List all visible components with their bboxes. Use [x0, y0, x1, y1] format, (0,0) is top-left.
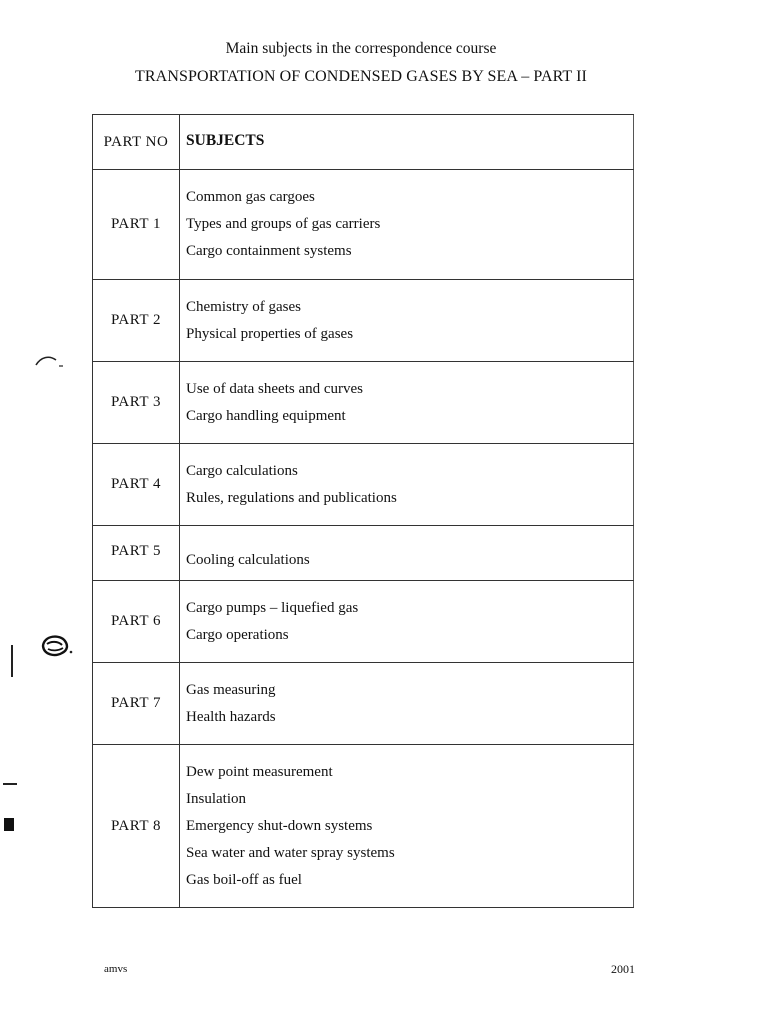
subject-item: Gas boil-off as fuel	[186, 871, 302, 888]
column-header-part-no: PART NO	[93, 115, 180, 169]
table-header-row	[93, 115, 634, 170]
subject-item: Dew point measurement	[186, 763, 333, 780]
subject-list	[180, 444, 634, 525]
stamp-mark-icon	[38, 632, 76, 662]
subject-item: Physical properties of gases	[186, 325, 354, 342]
footer-author: amvs	[104, 963, 128, 975]
part-number: PART 3	[93, 362, 180, 443]
subject-item: Cargo containment systems	[186, 243, 352, 259]
page-title: TRANSPORTATION OF CONDENSED GASES BY SEA – PART II	[135, 68, 587, 85]
subject-list	[180, 663, 634, 744]
part-number: PART 8	[93, 745, 180, 907]
part-number: PART 2	[93, 280, 180, 361]
scan-mark-bar	[11, 645, 13, 677]
table-row	[93, 526, 634, 581]
subject-list	[180, 745, 634, 907]
subject-item: Chemistry of gases	[186, 298, 301, 315]
table-row	[93, 444, 634, 526]
table-row	[93, 581, 634, 663]
scan-mark-square	[4, 818, 14, 831]
part-number: PART 7	[93, 663, 180, 744]
page-subtitle: Main subjects in the correspondence course	[225, 40, 497, 57]
subject-item: Gas measuring	[186, 681, 276, 698]
subject-item: Cooling calculations	[186, 552, 310, 568]
table-row	[93, 280, 634, 362]
subject-item: Cargo operations	[186, 626, 289, 643]
subject-item: Emergency shut-down systems	[186, 817, 373, 834]
subject-list	[180, 170, 634, 279]
column-header-subjects: SUBJECTS	[180, 115, 634, 169]
table-row	[93, 663, 634, 745]
footer-year: 2001	[611, 962, 635, 976]
subject-item: Sea water and water spray systems	[186, 844, 395, 861]
subject-item: Common gas cargoes	[186, 189, 315, 205]
subject-list	[180, 526, 634, 580]
subject-item: Cargo pumps – liquefied gas	[186, 599, 359, 616]
subject-item: Types and groups of gas carriers	[186, 216, 381, 232]
part-number: PART 4	[93, 444, 180, 525]
subject-item: Cargo handling equipment	[186, 407, 346, 424]
subject-list	[180, 362, 634, 443]
subject-list	[180, 280, 634, 361]
scan-mark-curve	[34, 352, 66, 368]
subject-item: Rules, regulations and publications	[186, 489, 397, 506]
subjects-table	[92, 114, 634, 908]
subject-item: Use of data sheets and curves	[186, 380, 364, 397]
part-number: PART 6	[93, 581, 180, 662]
part-number: PART 1	[93, 170, 180, 279]
subject-item: Cargo calculations	[186, 462, 298, 479]
subject-item: Health hazards	[186, 708, 276, 725]
table-row	[93, 362, 634, 444]
table-row	[93, 745, 634, 908]
part-number: PART 5	[93, 526, 180, 580]
subject-item: Insulation	[186, 790, 246, 807]
subject-list	[180, 581, 634, 662]
scan-mark-dash	[3, 783, 17, 785]
table-row	[93, 170, 634, 280]
